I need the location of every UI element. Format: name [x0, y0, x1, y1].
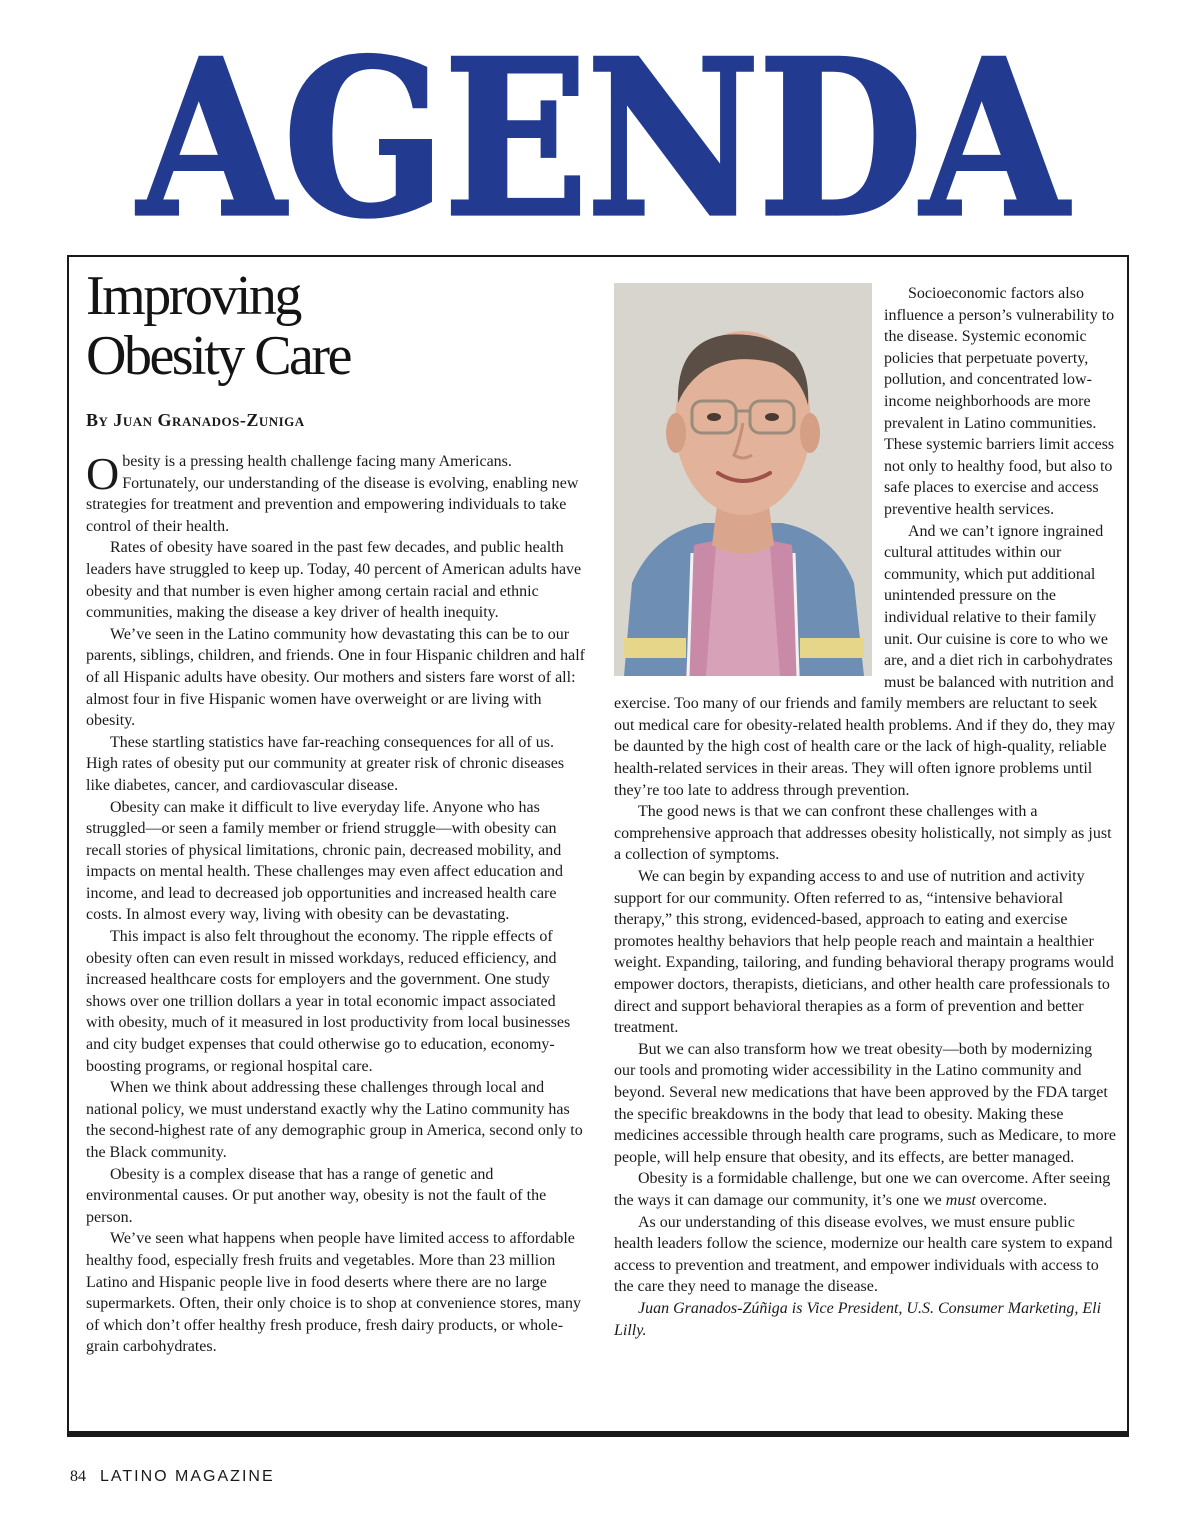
paragraph: Obesity is a formidable challenge, but one we can overcome. After seeing the ways it can damage our community, it’s one we must overcome.: [614, 1170, 1111, 1209]
paragraph: The good news is that we can confront these challenges with a comprehensive approach that addresses obesity holistically, not simply as just a collection of symptoms.: [614, 803, 1112, 864]
paragraph: And we can’t ignore ingrained cultural attitudes within our community, which put additional unintended pressure on the individual relative to their family unit. Our cuisine is core to who we are, and a diet rich in carbohydrates must be balanced with nutrition and exercise. Too many of our friends and family members are reluctant to seek out medical care for obesity-related health problems. And if they do, they may be daunted by the high cost of health care or the lack of high-quality, reliable health-related services in their areas. They will often ignore problems until they’re too late to address through prevention.: [614, 522, 1116, 799]
page-number: 84: [70, 1468, 86, 1485]
masthead-title: AGENDA: [137, 12, 1067, 265]
paragraph: Rates of obesity have soared in the past few decades, and public health leaders have struggled to keep up. Today, 40 percent of American adults have obesity and that number is even higher among certain racial and ethnic communities, making the disease a key driver of health inequity.: [86, 539, 582, 622]
page-footer: [70, 1468, 275, 1486]
paragraph: When we think about addressing these challenges through local and national policy, we must understand exactly why the Latino community has the second-highest rate of any demographic group in America, second only to the Black community.: [86, 1079, 583, 1161]
article-body-left: [86, 448, 586, 1358]
paragraph: We’ve seen what happens when people have limited access to affordable healthy food, especially fresh fruits and vegetables. More than 23 million Latino and Hispanic people live in food deserts where there are no large supermarkets. Often, their only choice is to shop at convenience stores, many of which don’t offer healthy fresh produce, fresh dairy products, or whole-grain carbohydrates.: [86, 1230, 581, 1356]
article-title: [86, 266, 586, 386]
masthead: [62, 12, 1142, 265]
paragraph: We can begin by expanding access to and use of nutrition and activity support for our community. Often referred to as, “intensive behavioral therapy,” this strong, evidenced-based, approach to eating and exercise promotes healthy behaviors that help people reach and maintain a healthier weight. Expanding, tailoring, and funding behavioral therapy programs would empower doctors, therapists, dieticians, and other health care professionals to direct and support behavioral therapies as a form of prevention and better treatment.: [614, 868, 1114, 1037]
title-line-1: Improving: [86, 265, 300, 327]
emphasis: must: [945, 1191, 976, 1209]
paragraph: But we can also transform how we treat obesity—both by modernizing our tools and promoting wider accessibility in the Latino community and beyond. Several new medications that have been approved by the FDA target the specific breakdowns in the body that lead to obesity. Making these medicines accessible through health care programs, such as Medicare, to more people, will help ensure that obesity, and its effects, are better managed.: [614, 1040, 1117, 1166]
paragraph: Obesity is a complex disease that has a range of genetic and environmental causes. Or put another way, obesity is not the fault of the person.: [86, 1165, 547, 1226]
drop-cap: O: [86, 448, 120, 499]
paragraph: Obesity is a pressing health challenge facing many Americans. Fortunately, our understanding of the disease is evolving, enabling new strategies for treatment and prevention and empowering individuals to take control of their health.: [86, 448, 579, 535]
paragraph: This impact is also felt throughout the economy. The ripple effects of obesity often can even result in missed workdays, reduced efficiency, and increased healthcare costs for employers and the government. One study shows over one trillion dollars a year in total economic impact associated with obesity, much of it measured in lost productivity from local businesses and city budget expenses that could otherwise go to education, economy-boosting programs, or regional hospital care.: [86, 928, 571, 1075]
title-line-2: Obesity Care: [86, 325, 350, 387]
paragraph: These startling statistics have far-reaching consequences for all of us. High rates of obesity put our community at greater risk of chronic diseases like diabetes, cancer, and cardiovascular disease.: [86, 733, 565, 794]
author-photo: [614, 283, 872, 676]
paragraph: As our understanding of this disease evolves, we must ensure public health leaders follow the science, modernize our health care system to expand access to prevention and treatment, and empower individuals with access to the care they need to manage the disease.: [614, 1213, 1113, 1296]
article-left-column: [86, 266, 586, 1358]
magazine-name: LATINO MAGAZINE: [100, 1468, 275, 1485]
paragraph: Socioeconomic factors also influence a person’s vulnerability to the disease. Systemic economic policies that perpetuate poverty, pollution, and concentrated low-income neighborhoods are more prevalent in Latino communities. These systemic barriers limit access not only to healthy food, but also to safe places to exercise and access preventive health services.: [884, 285, 1115, 518]
author-bio: Juan Granados-Zúñiga is Vice President, U.S. Consumer Marketing, Eli Lilly.: [614, 1299, 1102, 1339]
paragraph: Obesity can make it difficult to live everyday life. Anyone who has struggled—or seen a family member or friend struggle—with obesity can recall stories of physical limitations, chronic pain, decreased mobility, and impacts on mental health. These challenges may even affect education and income, and lead to decreased job opportunities and increased health care costs. In almost every way, living with obesity can be devastating.: [86, 798, 563, 924]
byline: By Juan Granados-Zuniga: [86, 410, 305, 430]
article-right-column: [614, 283, 1117, 1341]
paragraph: We’ve seen in the Latino community how devastating this can be to our parents, siblings, children, and friends. One in four Hispanic children and half of all Hispanic adults have obesity. Our mothers and sisters fare worst of all: almost four in five Hispanic women have overweight or are living with obesity.: [86, 625, 585, 730]
